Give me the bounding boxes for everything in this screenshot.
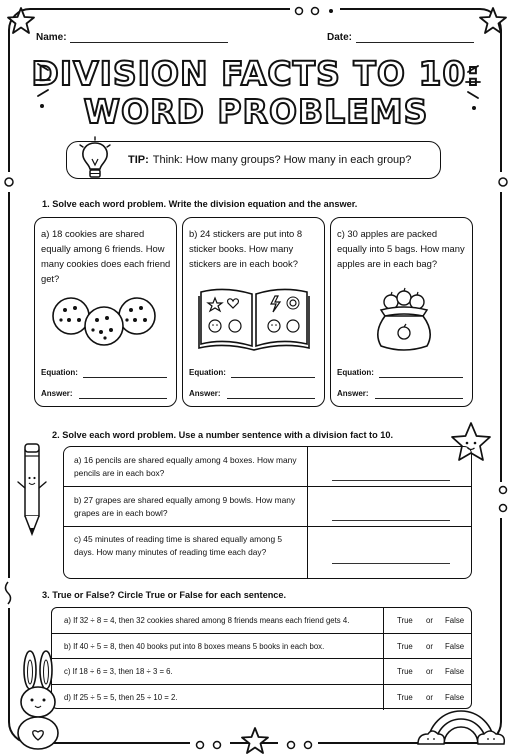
answer-label: Answer: [41, 389, 73, 398]
table-row [52, 685, 471, 711]
border-ornament [0, 578, 16, 608]
statement-text: b) If 40 ÷ 5 = 8, then 40 books put into 8 boxes means 5 books in each box. [64, 641, 325, 651]
section1-heading: 1. Solve each word problem. Write the division equation and the answer. [42, 199, 358, 209]
false-option[interactable]: False [445, 616, 465, 625]
row-text: a) 16 pencils are shared equally among 4 boxes. How many pencils are in each box? [74, 455, 297, 478]
problem-text: b) 24 stickers are put into 8 sticker books. How many stickers are in each book? [189, 228, 303, 269]
true-option[interactable]: True [397, 667, 413, 676]
answer-field[interactable] [79, 398, 167, 399]
column-divider [383, 685, 384, 711]
equation-label: Equation: [337, 368, 374, 377]
equation-field[interactable] [379, 377, 463, 378]
star-icon [6, 6, 36, 36]
tip-label: TIP: [128, 154, 149, 166]
table-row [52, 608, 471, 634]
true-option[interactable]: True [397, 641, 413, 651]
name-label: Name: [36, 32, 67, 43]
pencil-icon [16, 440, 48, 540]
answer-label: Answer: [337, 389, 369, 398]
or-text: or [426, 616, 433, 625]
border-ornament [190, 738, 230, 752]
table-row [64, 447, 471, 487]
answer-label: Answer: [189, 389, 221, 398]
rainbow-icon [416, 698, 506, 748]
true-false-table [51, 607, 472, 709]
answer-field[interactable] [227, 398, 315, 399]
statement-text: a) If 32 ÷ 8 = 4, then 32 cookies shared among 8 friends means each friend gets 4. [64, 616, 350, 625]
false-option[interactable]: False [445, 692, 465, 702]
border-ornament [496, 172, 510, 192]
answer-field[interactable] [332, 563, 450, 564]
problem-text: a) 18 cookies are shared equally among 6 friends. How many cookies does each friend get? [41, 228, 171, 284]
table-row [52, 634, 471, 660]
false-option[interactable]: False [445, 641, 465, 651]
true-option[interactable]: True [397, 692, 413, 702]
statement-text: c) If 18 ÷ 6 = 3, then 18 ÷ 3 = 6. [64, 667, 173, 676]
false-option[interactable]: False [445, 667, 465, 676]
answer-field[interactable] [332, 520, 450, 521]
border-ornament [290, 4, 340, 18]
column-divider [383, 608, 384, 633]
number-sentence-table [63, 446, 472, 579]
date-field[interactable] [356, 42, 474, 43]
column-divider [383, 634, 384, 659]
table-row [64, 487, 471, 527]
sparkle-icon [458, 62, 482, 112]
true-option[interactable]: True [397, 616, 413, 625]
table-row [64, 527, 471, 579]
cookies-icon [49, 292, 161, 348]
equation-field[interactable] [231, 377, 315, 378]
lightbulb-icon [78, 137, 112, 185]
equation-label: Equation: [189, 368, 226, 377]
column-divider [383, 659, 384, 684]
equation-field[interactable] [83, 377, 167, 378]
table-row [52, 659, 471, 685]
border-ornament [2, 172, 16, 192]
tip-text [128, 154, 411, 166]
page-title-line1: DIVISION FACTS TO 10: [31, 54, 481, 93]
name-field[interactable] [70, 42, 228, 43]
date-label: Date: [327, 32, 353, 43]
or-text: or [426, 692, 433, 702]
or-text: or [426, 641, 433, 651]
sticker-book-icon [195, 284, 313, 354]
star-icon [478, 6, 508, 36]
problem-card-b [182, 217, 325, 407]
section3-heading: 3. True or False? Circle True or False for each sentence. [42, 590, 287, 600]
sparkle-icon [34, 60, 58, 110]
section2-heading: 2. Solve each word problem. Use a number sentence with a division fact to 10. [52, 430, 394, 440]
answer-field[interactable] [332, 480, 450, 481]
apple-bag-icon [369, 288, 439, 354]
column-divider [307, 447, 308, 578]
page-title-line2: WORD PROBLEMS [83, 92, 429, 131]
problem-card-a [34, 217, 177, 407]
answer-field[interactable] [375, 398, 463, 399]
border-ornament [278, 738, 318, 752]
equation-label: Equation: [41, 368, 78, 377]
problem-card-c [330, 217, 473, 407]
or-text: or [426, 667, 433, 676]
border-ornament [496, 482, 510, 518]
problem-text: c) 30 apples are packed equally into 5 bags. How many apples are in each bag? [337, 228, 465, 269]
star-icon [240, 726, 270, 756]
bunny-icon [10, 650, 66, 750]
statement-text: d) If 25 ÷ 5 = 5, then 25 ÷ 10 = 2. [64, 692, 178, 702]
row-text: b) 27 grapes are shared equally among 9 bowls. How many grapes are in each bowl? [74, 495, 296, 518]
row-text: c) 45 minutes of reading time is shared equally among 5 days. How many minutes of reading time each day? [74, 534, 283, 557]
tip-body: Think: How many groups? How many in each group? [152, 154, 412, 166]
